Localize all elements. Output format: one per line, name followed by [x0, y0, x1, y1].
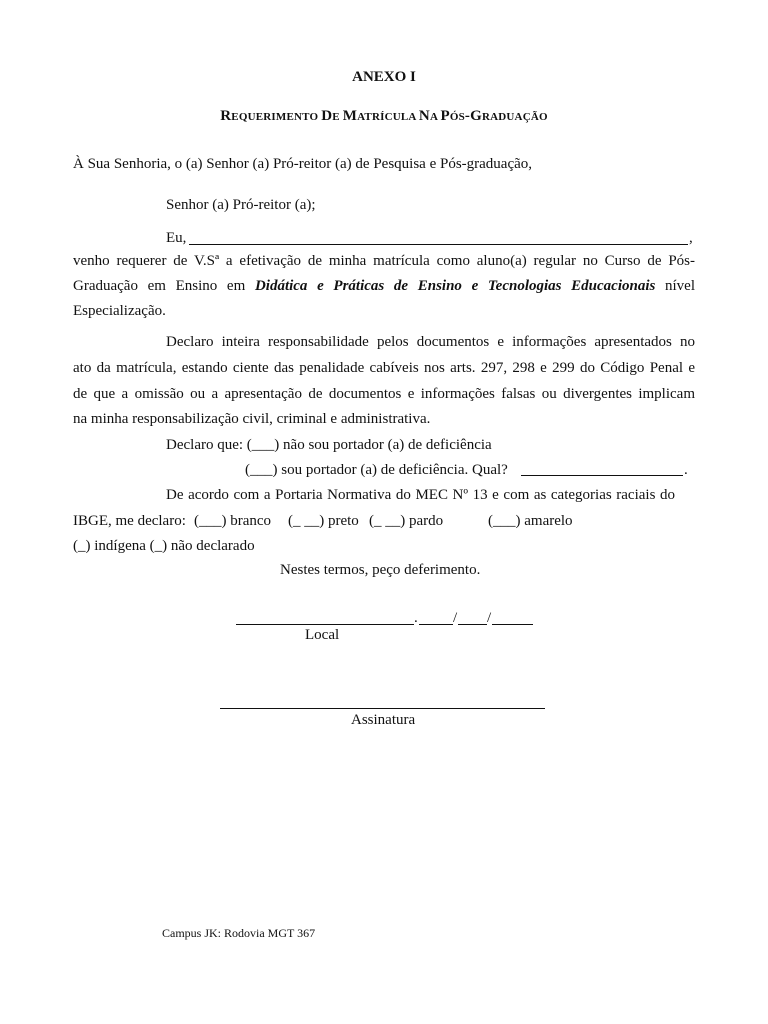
declaration-line-3: de que a omissão ou a apresentação de documentos e informações falsas ou divergentes implicam: [73, 386, 695, 402]
disability-period: .: [684, 462, 688, 478]
date-sep-slash: /: [487, 610, 492, 626]
signature-line[interactable]: [220, 708, 545, 709]
subtitle-rest: ATRÍCULA: [357, 111, 419, 123]
declaration-line-2: ato da matrícula, estando ciente das penalidade cabíveis nos arts. 297, 298 e 299 do Código Penal e: [73, 360, 695, 376]
subtitle-cap: R: [220, 108, 232, 124]
race-option-preto[interactable]: (_ __) preto: [288, 513, 359, 529]
disability-which-line[interactable]: [521, 475, 683, 476]
race-prefix: IBGE, me declaro:: [73, 513, 186, 529]
course-name: Didática e Práticas de Ensino e Tecnologias Educacionais: [254, 278, 656, 294]
disability-option-none[interactable]: Declaro que: (___) não sou portador (a) de deficiência: [166, 437, 492, 453]
subtitle-cap: P: [440, 108, 450, 124]
greeting: Senhor (a) Pró-reitor (a);: [166, 197, 316, 213]
signature-label: Assinatura: [351, 712, 416, 728]
eu-label: Eu,: [166, 230, 187, 246]
local-label: Local: [305, 627, 340, 643]
form-subtitle: [0, 107, 768, 126]
declaration-line-4: na minha responsabilização civil, criminal e administrativa.: [73, 411, 431, 427]
annex-title: ANEXO I: [352, 69, 416, 85]
month-fill-line[interactable]: [458, 624, 487, 625]
race-option-pardo[interactable]: (_ __) pardo: [369, 513, 444, 529]
date-sep-slash: /: [453, 610, 458, 626]
year-fill-line[interactable]: [492, 624, 533, 625]
request-line-2-pre: Graduação em Ensino em: [73, 278, 246, 294]
race-option-branco[interactable]: (___) branco: [194, 513, 272, 529]
subtitle-rest: EQUERIMENTO: [231, 111, 322, 123]
declaration-line-1: Declaro inteira responsabilidade pelos documentos e informações apresentados no: [166, 334, 695, 350]
subtitle-cap: N: [418, 108, 430, 124]
request-line-2-post: nível: [665, 278, 696, 294]
request-line-3: Especialização.: [73, 303, 166, 319]
subtitle-cap: -G: [464, 108, 482, 124]
closing-text: Nestes termos, peço deferimento.: [280, 562, 481, 578]
request-line-1: venho requerer de V.Sª a efetivação de minha matrícula como aluno(a) regular no Curso de Pós-: [73, 253, 695, 269]
eu-comma: ,: [689, 230, 693, 246]
race-option-indigena-nao-declarado[interactable]: (_) indígena (_) não declarado: [73, 538, 255, 554]
race-option-amarelo[interactable]: (___) amarelo: [488, 513, 573, 529]
local-fill-line[interactable]: [236, 624, 414, 625]
day-fill-line[interactable]: [419, 624, 453, 625]
name-fill-line[interactable]: [189, 244, 688, 245]
subtitle-rest: E: [332, 111, 343, 123]
request-line-2: [73, 277, 695, 295]
salutation: À Sua Senhoria, o (a) Senhor (a) Pró-reitor (a) de Pesquisa e Pós-graduação,: [73, 156, 533, 172]
subtitle-cap: M: [342, 108, 358, 124]
disability-option-yes[interactable]: (___) sou portador (a) de deficiência. Qual?: [245, 462, 508, 478]
subtitle-rest: A: [429, 111, 441, 123]
subtitle-rest: ÓS: [449, 111, 465, 123]
footer-address: Campus JK: Rodovia MGT 367: [162, 926, 316, 940]
subtitle-rest: RADUAÇÃO: [481, 111, 548, 123]
race-intro: De acordo com a Portaria Normativa do MEC Nº 13 e com as categorias raciais do: [166, 487, 675, 503]
subtitle-cap: D: [321, 108, 333, 124]
date-sep-dot: .: [414, 610, 418, 626]
